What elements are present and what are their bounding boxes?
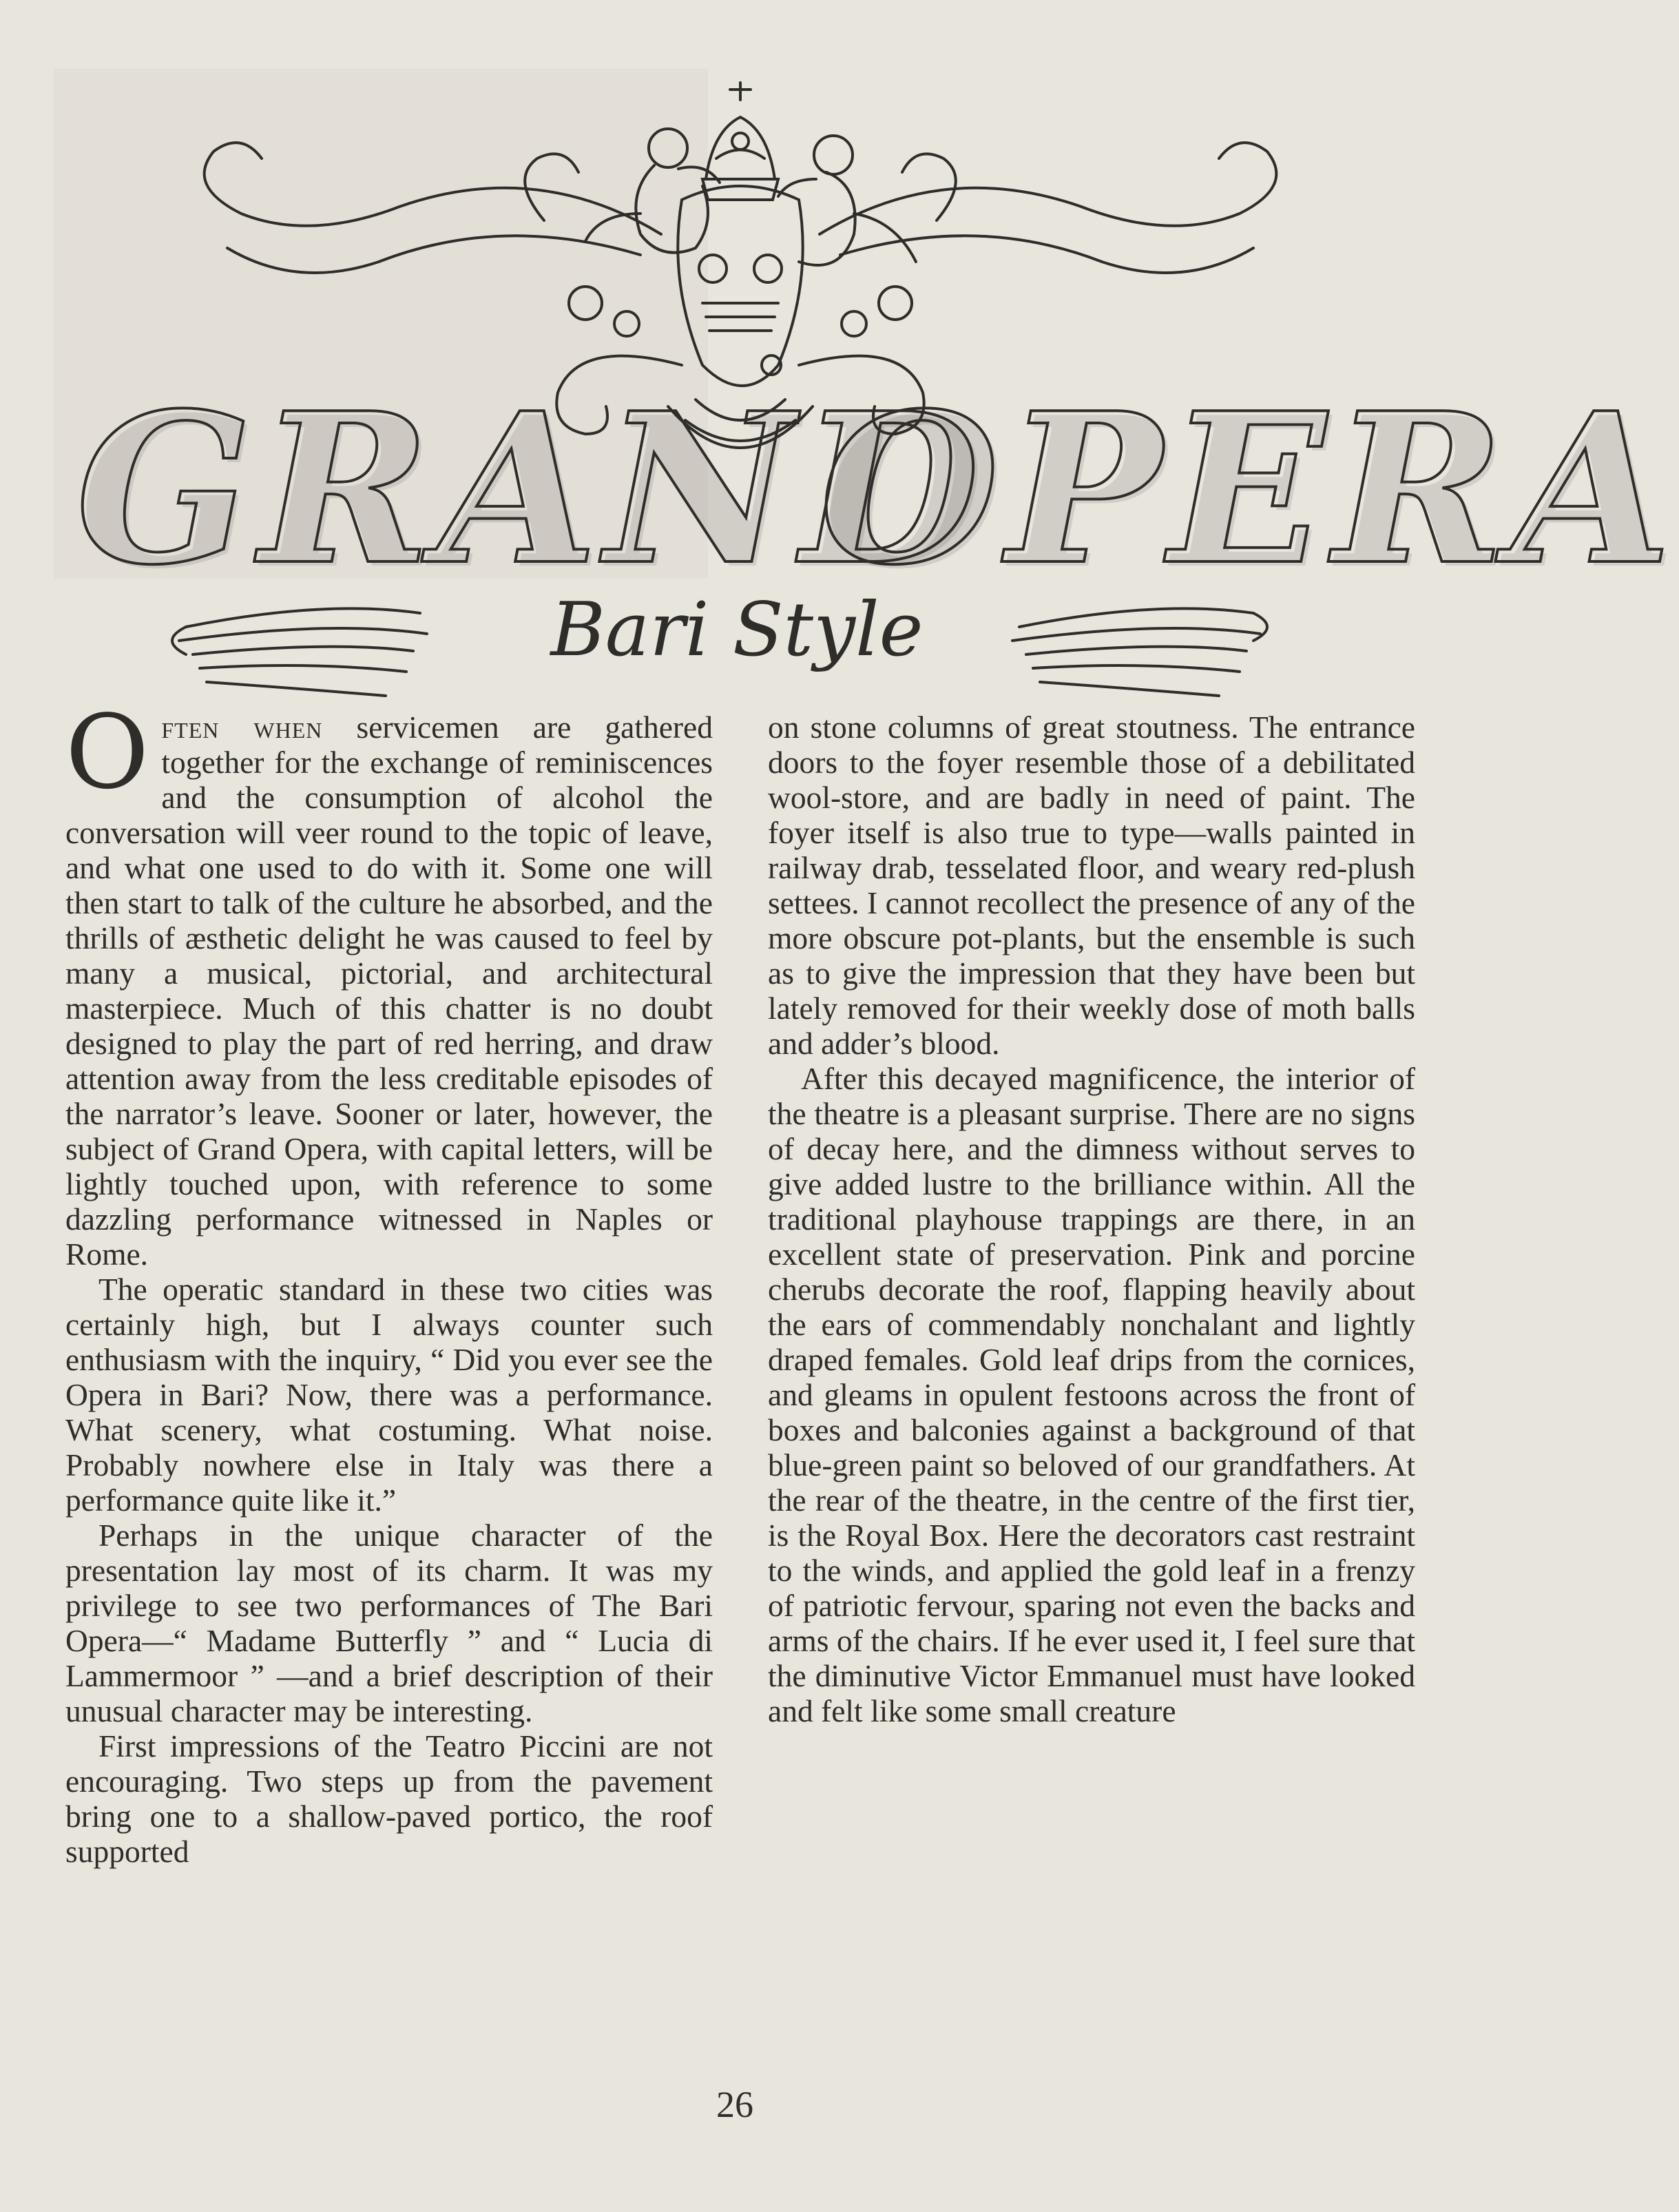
title-grand: GRAND	[76, 367, 987, 610]
drop-cap: O	[65, 693, 149, 812]
paragraph: After this decayed magnificence, the interior of the theatre is a pleasant surprise. There are no signs of decay here, and the dimness without serves to give added lustre to the brilliance within. All the traditional playhouse trappings are there, in an excellent state of preservation. Pink and porcine cherubs decorate the roof, flapping heavily about the ears of commendably nonchalant and lightly draped females. Gold leaf drips from the cornices, and gleams in opulent festoons across the front of boxes and balconies against a background of that blue-green paint so beloved of our grandfathers. At the rear of the theatre, in the centre of the first tier, is the Royal Box. Here the decorators cast restraint to the winds, and applied the gold leaf in a frenzy of patriotic fervour, sparing not even the backs and arms of the chairs. If he ever used it, I feel sure that the diminutive Victor Emmanuel must have looked and felt like some small creature	[768, 1061, 1415, 1728]
left-cherub-icon	[585, 129, 720, 253]
article-column-left	[65, 693, 713, 1869]
opening-paragraph	[65, 693, 713, 1272]
title-opera: OPERA	[820, 367, 1679, 610]
page-number: 26	[716, 2084, 753, 2125]
paragraph: The operatic standard in these two cities was certainly high, but I always counter such enthusiasm with the inquiry, “ Did you ever see the Opera in Bari? Now, there was a performance. What scenery, what costuming. What noise. Probably nowhere else in Italy was there a performance quite like it.”	[65, 1272, 713, 1518]
opening-smallcaps: ften when	[161, 710, 323, 745]
crown-icon	[702, 83, 778, 200]
paragraph: First impressions of the Teatro Piccini are not encouraging. Two steps up from the pavement bring one to a shallow-paved portico, the roof supported	[65, 1728, 713, 1869]
paragraph-continued: on stone columns of great stoutness. The entrance doors to the foyer resemble those of a debilitated wool-store, and are badly in need of paint. The foyer itself is also true to type—walls painted in railway drab, tesselated floor, and weary red-plush settees. I cannot recollect the presence of any of the more obscure pot-plants, but the ensemble is such as to give the impression that they have been but lately removed for their weekly dose of moth balls and adder’s blood.	[768, 710, 1415, 1061]
subtitle: Bari Style	[550, 587, 924, 673]
paragraph-text: servicemen are gathered together for the exchange of reminiscences and the consumption of alcohol the conversation will veer round to the topic of leave, and what one used to do with it. Some one will then start to talk of the culture he absorbed, and the thrills of æsthetic delight he was caused to feel by many a musical, pictorial, and architectural masterpiece. Much of this chatter is no doubt designed to play the part of red herring, and draw attention away from the less creditable episodes of the narrator’s leave. Sooner or later, however, the subject of Grand Opera, with capital letters, will be lightly touched upon, with reference to some dazzling performance witnessed in Naples or Rome.	[65, 710, 713, 1272]
right-line-flourish	[1012, 608, 1267, 696]
article-column-right	[768, 710, 1415, 1728]
left-line-flourish	[172, 608, 427, 696]
paragraph: Perhaps in the unique character of the presentation lay most of its charm. It was my privilege to see two performances of The Bari Opera—“ Madame Butterfly ” and “ Lucia di Lammermoor ” —and a brief description of their unusual character may be interesting.	[65, 1518, 713, 1728]
